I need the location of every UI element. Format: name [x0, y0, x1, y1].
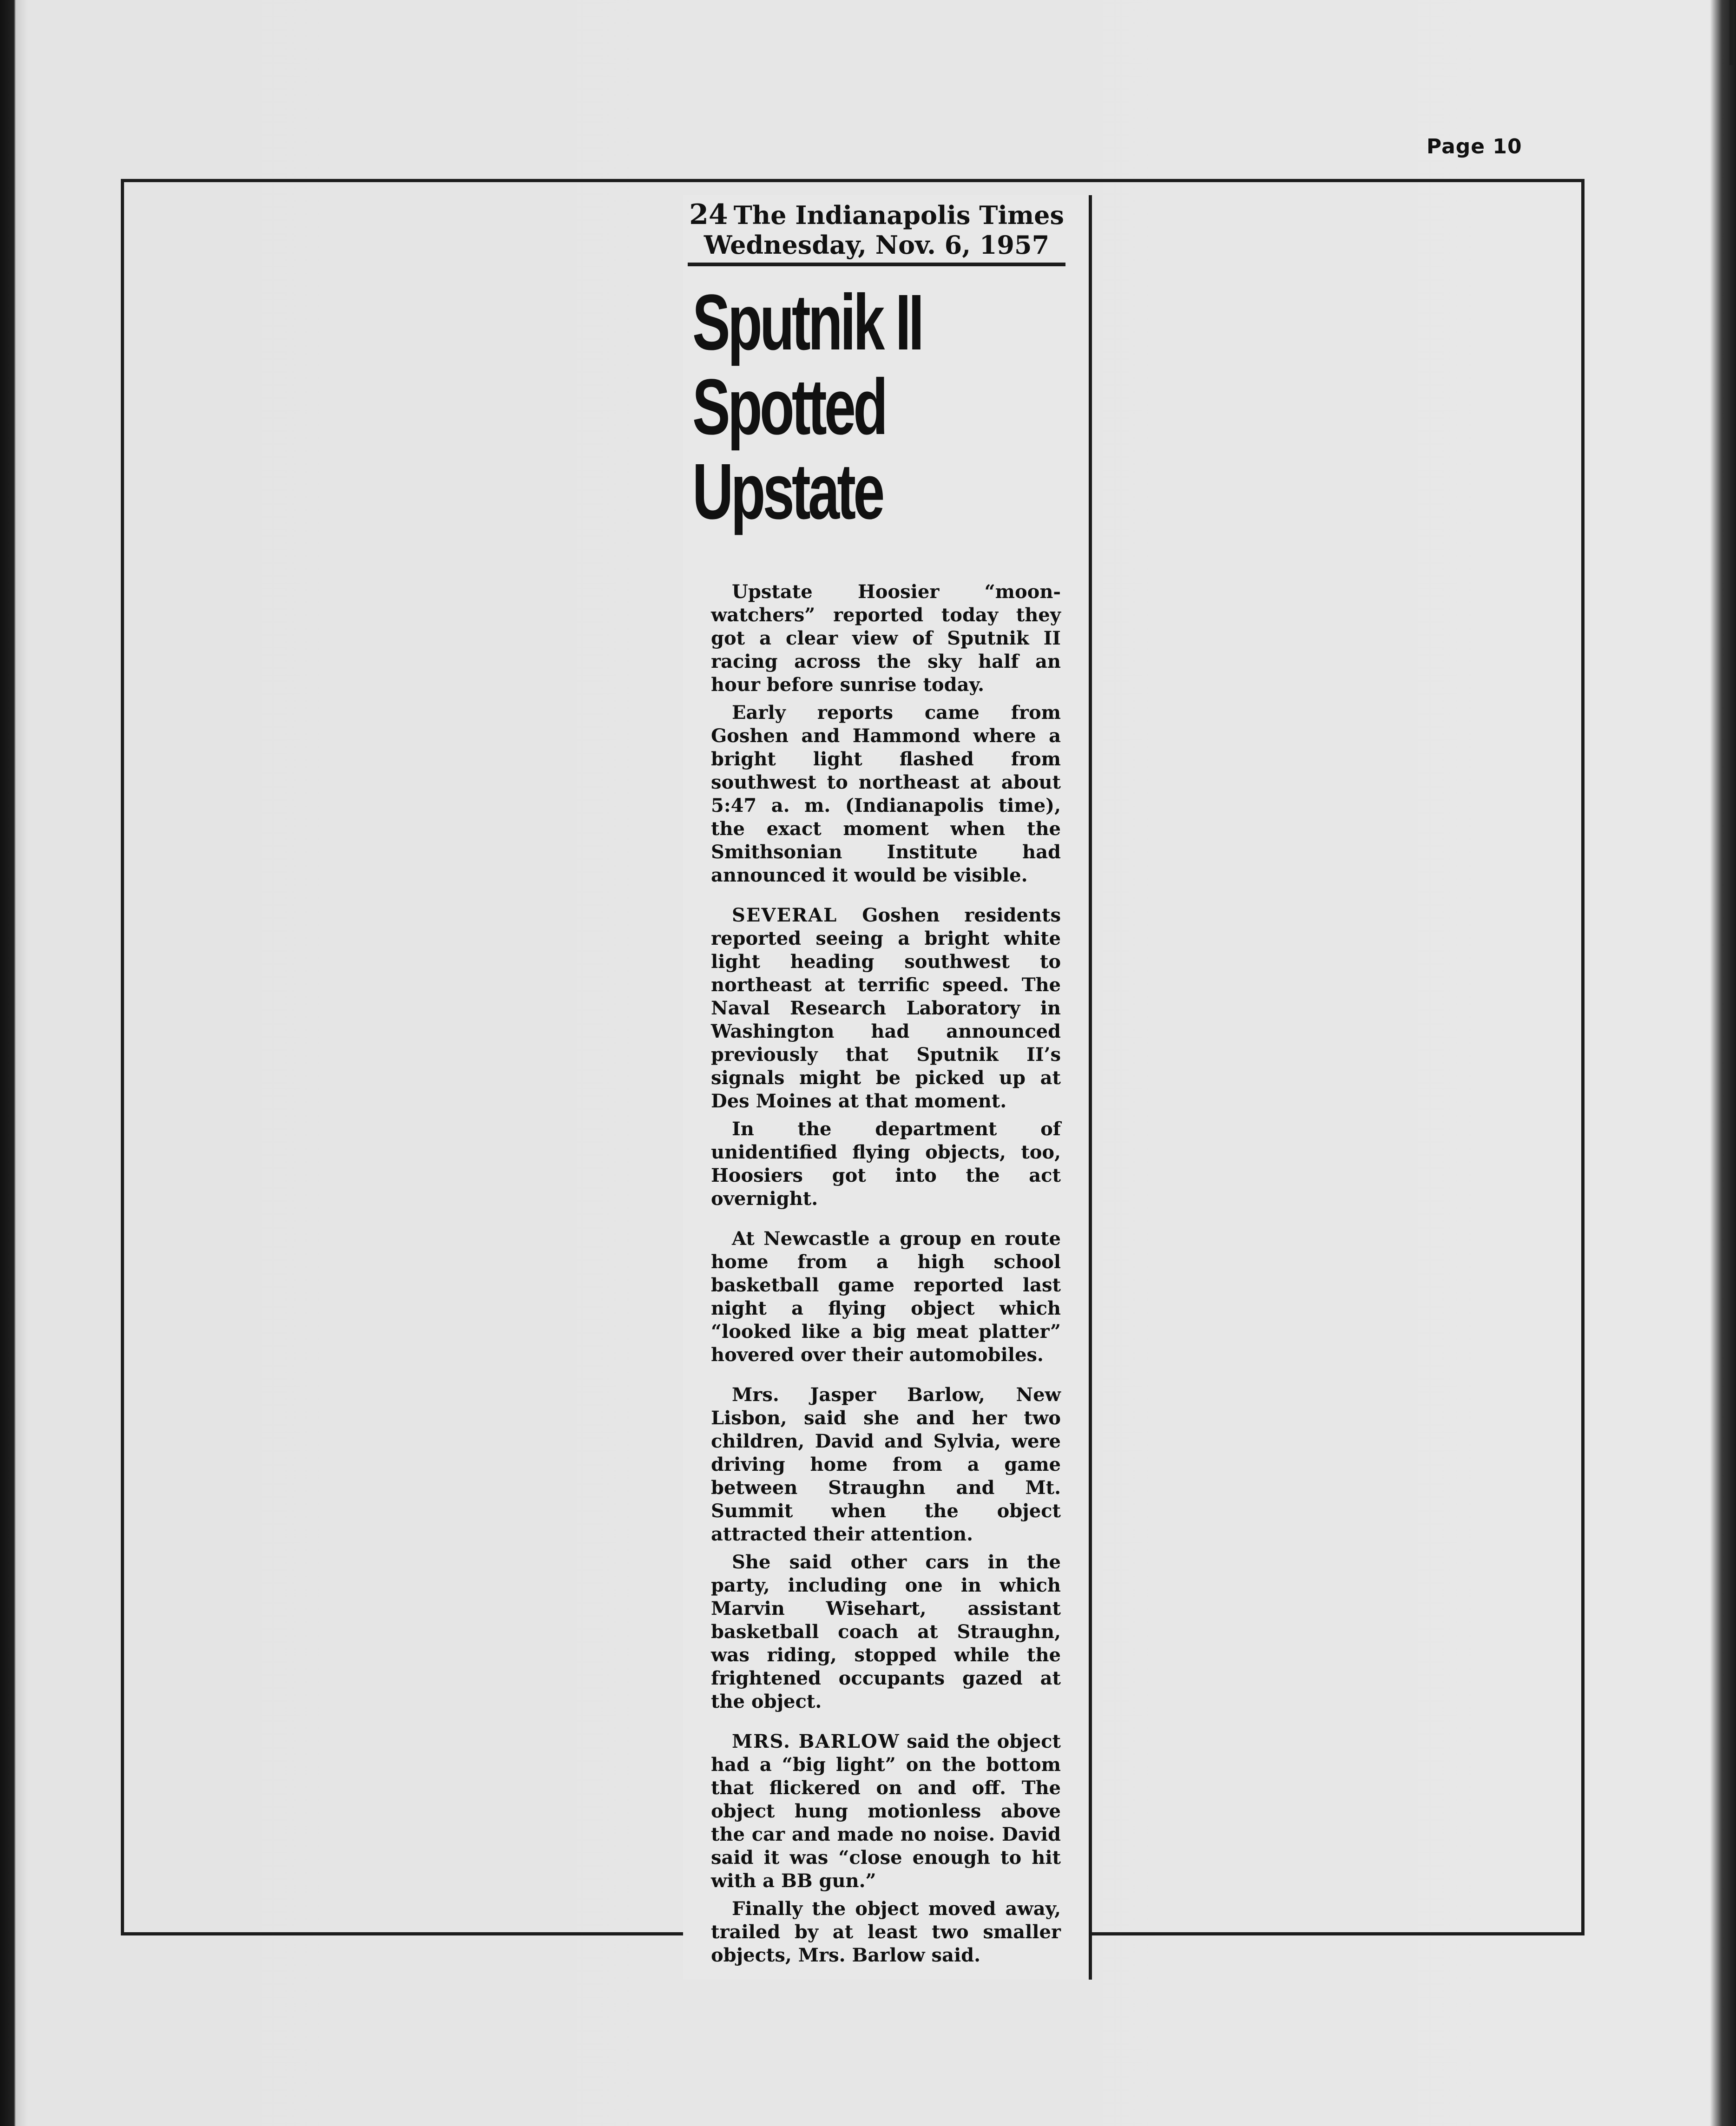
paragraph-6: Mrs. Jasper Barlow, New Lisbon, said she and her two children, David and Sylvia, were driving home from a game between Straughn and Mt. Summit when the object attracted their attention. — [711, 1384, 1061, 1545]
headline: Sputnik II Spotted Upstate — [692, 278, 922, 536]
paragraph-4: In the department of unidentified flying objects, too, Hoosiers got into the act overnight. — [711, 1118, 1061, 1210]
newspaper-page-ref: 24 — [689, 198, 728, 231]
paragraph-lead: SEVERAL — [732, 904, 838, 926]
page-number: Page 10 — [1427, 135, 1522, 158]
paragraph-lead: MRS. BARLOW — [732, 1731, 900, 1752]
paragraph-3: SEVERAL Goshen residents reported seeing a bright white light heading southwest to northeast at terrific speed. The Naval Research Laboratory in Washington had announced previously that Sputnik II’s signals might be picked up at Des Moines at that moment. — [711, 904, 1061, 1112]
paragraph-9: Finally the object moved away, trailed by at least two smaller objects, Mrs. Barlow said. — [711, 1898, 1061, 1966]
newspaper-name: The Indianapolis Times — [733, 200, 1064, 230]
paragraph-1: Upstate Hoosier “moon-watchers” reported today they got a clear view of Sputnik II racing across the sky half an hour before sunrise today. — [711, 581, 1061, 696]
newspaper-clipping — [683, 195, 1092, 1980]
paragraph-8: MRS. BARLOW said the object had a “big light” on the bottom that flickered on and off. The object hung motionless above the car and made no noise. David said it was “close enough to hit with a BB gun.” — [711, 1731, 1061, 1892]
publication-date: Wednesday, Nov. 6, 1957 — [704, 230, 1050, 260]
paragraph-5: At Newcastle a group en route home from a high school basketball game reported last night a flying object which “looked like a big meat platter” hovered over their automobiles. — [711, 1228, 1061, 1366]
paragraph-7: She said other cars in the party, including one in which Marvin Wisehart, assistant basketball coach at Straughn, was riding, stopped while the frightened occupants gazed at the object. — [711, 1551, 1061, 1712]
masthead — [688, 195, 1065, 266]
scan-edge-mark — [1729, 0, 1733, 65]
paragraph-2: Early reports came from Goshen and Hammond where a bright light flashed from southwest to northeast at about 5:47 a. m. (Indianapolis time), the exact moment when the Smithsonian Institute had announced it would be visible. — [711, 702, 1061, 886]
article-body — [688, 580, 1075, 1967]
